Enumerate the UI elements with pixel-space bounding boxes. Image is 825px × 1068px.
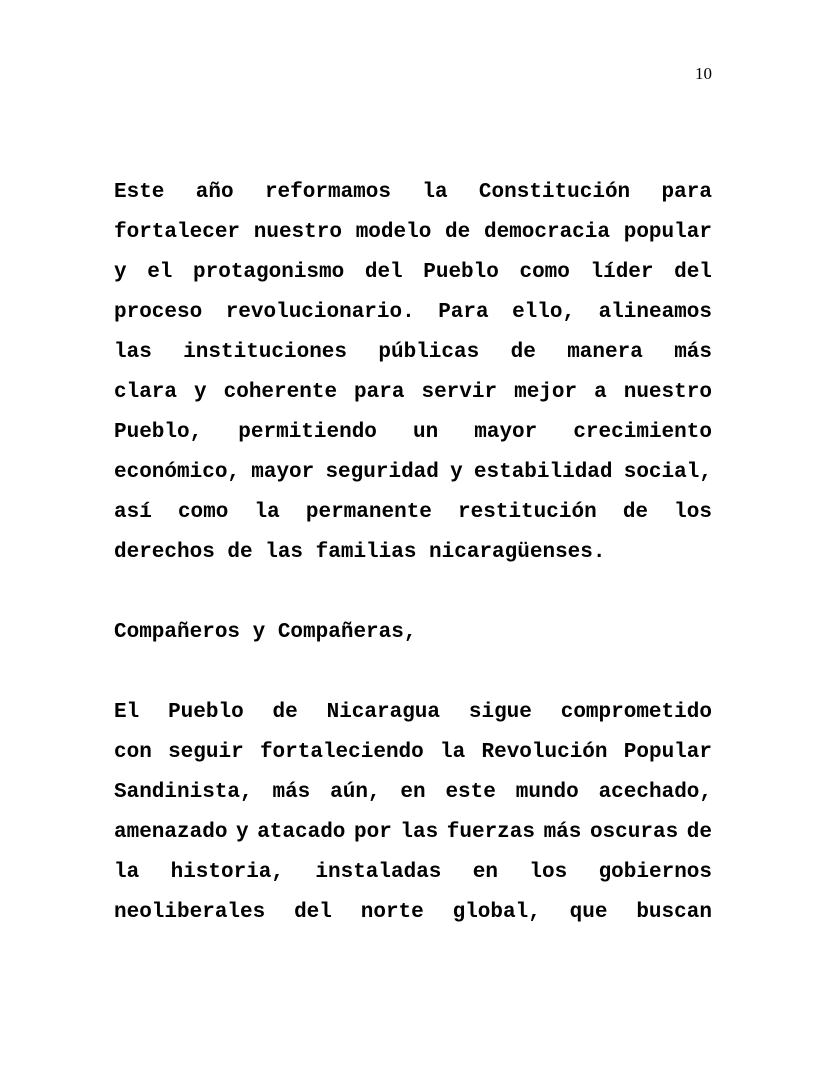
- text-line: fortalecer nuestro modelo de democracia popular: [114, 221, 712, 244]
- text-line: Este año reformamos la Constitución para: [114, 181, 712, 204]
- text-line: y el protagonismo del Pueblo como líder del: [114, 261, 712, 284]
- paragraph: [114, 693, 712, 933]
- document-body: [114, 173, 712, 933]
- paragraph: [114, 613, 712, 653]
- text-line: Sandinista, más aún, en este mundo acechado,: [114, 781, 712, 804]
- text-line: El Pueblo de Nicaragua sigue comprometido: [114, 701, 712, 724]
- text-line: derechos de las familias nicaragüenses.: [114, 541, 606, 564]
- text-line: amenazado y atacado por las fuerzas más oscuras de: [114, 821, 712, 844]
- text-line: con seguir fortaleciendo la Revolución Popular: [114, 741, 712, 764]
- text-line: así como la permanente restitución de los: [114, 501, 712, 524]
- text-line: proceso revolucionario. Para ello, alineamos: [114, 301, 712, 324]
- text-line: clara y coherente para servir mejor a nuestro: [114, 381, 712, 404]
- text-line: Compañeros y Compañeras,: [114, 621, 417, 644]
- page-number: 10: [695, 64, 712, 83]
- text-line: Pueblo, permitiendo un mayor crecimiento: [114, 421, 712, 444]
- text-line: económico, mayor seguridad y estabilidad social,: [114, 461, 712, 484]
- text-line: las instituciones públicas de manera más: [114, 341, 712, 364]
- paragraph: [114, 173, 712, 573]
- text-line: la historia, instaladas en los gobiernos: [114, 861, 712, 884]
- text-line: neoliberales del norte global, que buscan: [114, 901, 712, 924]
